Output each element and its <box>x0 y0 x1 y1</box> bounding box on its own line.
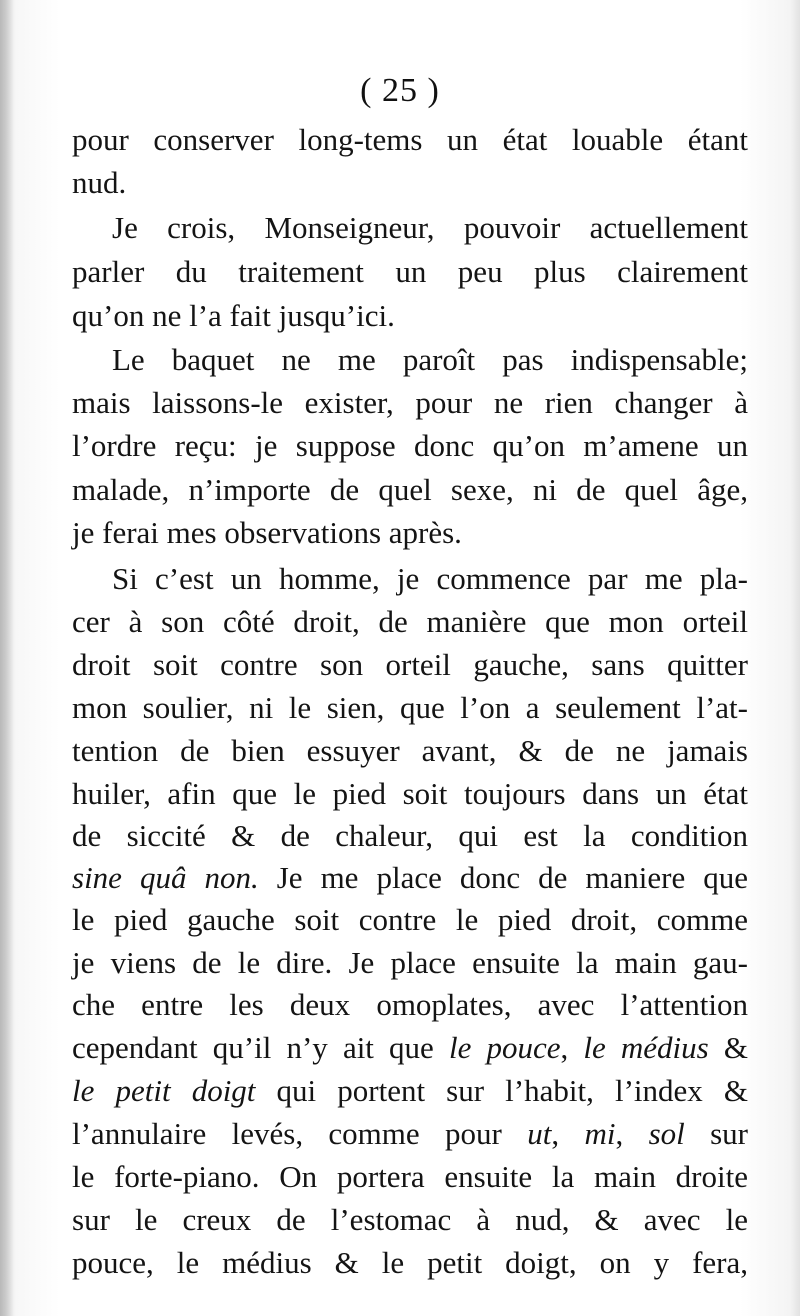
italic-le-petit-doigt: le petit doigt <box>72 1073 256 1108</box>
text-line-14: mon soulier, ni le sien, que l’on a seulement l’at- <box>72 690 748 725</box>
line-23-rest: qui portent sur l’habit, l’index & <box>255 1073 748 1108</box>
text-line-17: de siccité & de chaleur, qui est la condition <box>72 818 748 853</box>
text-line-18 <box>72 858 748 898</box>
text-line-21: che entre les deux omoplates, avec l’attention <box>72 987 748 1022</box>
page-edge-shadow <box>0 0 14 1316</box>
line-22-end: & <box>708 1030 748 1065</box>
text-line-10: je ferai mes observations après. <box>72 515 462 550</box>
text-line-27: pouce, le médius & le petit doigt, on y fera, <box>72 1245 748 1280</box>
line-18-rest: Je me place donc de maniere que <box>258 860 748 895</box>
text-line-5: qu’on ne l’a fait jusqu’ici. <box>72 298 395 333</box>
text-line-24 <box>72 1114 748 1154</box>
italic-mi: mi <box>584 1116 616 1151</box>
text-line-9: malade, n’importe de quel sexe, ni de quel âge, <box>72 472 748 507</box>
text-line-13: droit soit contre son orteil gauche, sans quitter <box>72 647 748 682</box>
text-line-6: Le baquet ne me paroît pas indispensable; <box>112 342 748 377</box>
line-24-end: sur <box>684 1116 748 1151</box>
text-line-2: nud. <box>72 165 127 200</box>
text-line-22 <box>72 1028 748 1068</box>
italic-le-medius: le médius <box>583 1030 709 1065</box>
text-line-1: pour conserver long-tems un état louable étant <box>72 122 748 157</box>
text-line-15: tention de bien essuyer avant, & de ne jamais <box>72 733 748 768</box>
line-24-sep2: , <box>615 1116 649 1151</box>
text-line-20: je viens de le dire. Je place ensuite la main gau- <box>72 945 748 980</box>
italic-ut: ut <box>527 1116 552 1151</box>
text-line-8: l’ordre reçu: je suppose donc qu’on m’amene un <box>72 428 748 463</box>
text-line-19: le pied gauche soit contre le pied droit, comme <box>72 902 748 937</box>
text-line-25: le forte-piano. On portera ensuite la main droite <box>72 1159 748 1194</box>
text-line-7: mais laissons-le exister, pour ne rien changer à <box>72 385 748 420</box>
text-line-4: parler du traitement un peu plus clairement <box>72 254 748 289</box>
italic-phrase-sine-qua-non: sine quâ non. <box>72 860 259 895</box>
line-24-start: l’annulaire levés, comme pour <box>72 1116 502 1151</box>
text-line-23 <box>72 1071 748 1111</box>
italic-le-pouce: le pouce <box>448 1030 561 1065</box>
line-22-mid: , <box>560 1030 584 1065</box>
text-line-3: Je crois, Monseigneur, pouvoir actuellement <box>112 210 748 245</box>
text-line-12: cer à son côté droit, de manière que mon orteil <box>72 604 748 639</box>
text-line-11: Si c’est un homme, je commence par me pla- <box>112 561 748 596</box>
line-22-start: cependant qu’il n’y ait que <box>72 1030 449 1065</box>
page-number: ( 25 ) <box>360 72 440 109</box>
line-24-sep1: , <box>551 1116 585 1151</box>
text-line-26: sur le creux de l’estomac à nud, & avec le <box>72 1202 748 1237</box>
italic-sol: sol <box>648 1116 685 1151</box>
text-line-16: huiler, afin que le pied soit toujours dans un état <box>72 776 748 811</box>
